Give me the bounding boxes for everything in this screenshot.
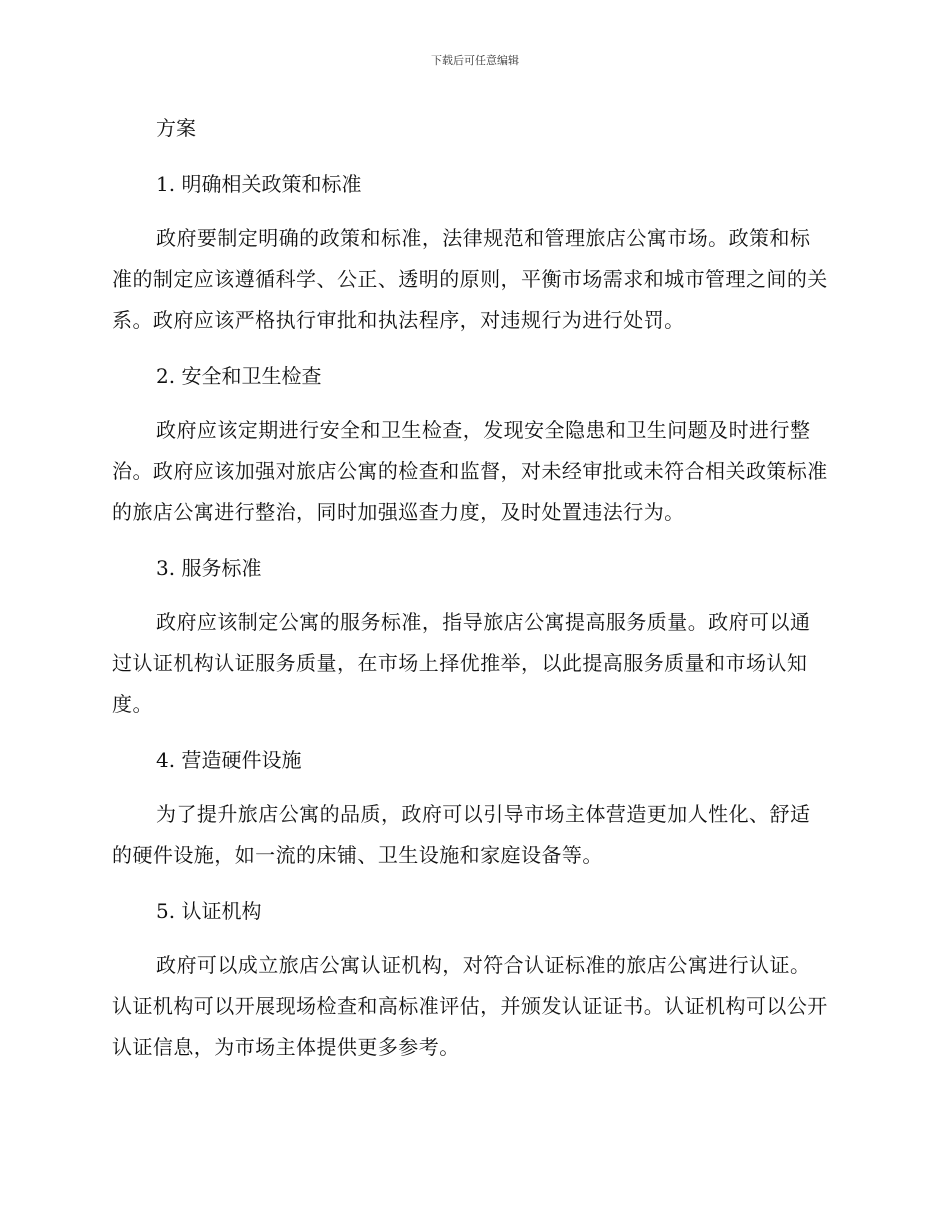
page-header: 下载后可任意编辑 bbox=[431, 54, 519, 67]
section-heading-4: 4. 营造硬件设施 bbox=[156, 748, 302, 772]
section-heading-5: 5. 认证机构 bbox=[156, 899, 262, 923]
section-paragraph-2: 政府应该定期进行安全和卫生检查，发现安全隐患和卫生问题及时进行整治。政府应该加强对旅店公寓的检查和监督，对未经审批或未符合相关政策标准的旅店公寓进行整治，同时加强巡查力度，及时处置违法行为。 bbox=[112, 418, 828, 524]
document-title: 方案 bbox=[156, 116, 196, 140]
document-body bbox=[112, 108, 830, 1083]
section-heading-3: 3. 服务标准 bbox=[156, 556, 262, 580]
section-paragraph-1: 政府要制定明确的政策和标准，法律规范和管理旅店公寓市场。政策和标准的制定应该遵循科学、公正、透明的原则，平衡市场需求和城市管理之间的关系。政府应该严格执行审批和执法程序，对违规行为进行处罚。 bbox=[112, 226, 828, 332]
section-paragraph-3: 政府应该制定公寓的服务标准，指导旅店公寓提高服务质量。政府可以通过认证机构认证服务质量，在市场上择优推举，以此提高服务质量和市场认知度。 bbox=[112, 610, 811, 716]
section-paragraph-5: 政府可以成立旅店公寓认证机构，对符合认证标准的旅店公寓进行认证。认证机构可以开展现场检查和高标准评估，并颁发认证证书。认证机构可以公开认证信息，为市场主体提供更多参考。 bbox=[112, 953, 828, 1059]
section-heading-1: 1. 明确相关政策和标准 bbox=[156, 172, 362, 196]
section-heading-2: 2. 安全和卫生检查 bbox=[156, 364, 322, 388]
section-paragraph-4: 为了提升旅店公寓的品质，政府可以引导市场主体营造更加人性化、舒适的硬件设施，如一流的床铺、卫生设施和家庭设备等。 bbox=[112, 802, 811, 867]
